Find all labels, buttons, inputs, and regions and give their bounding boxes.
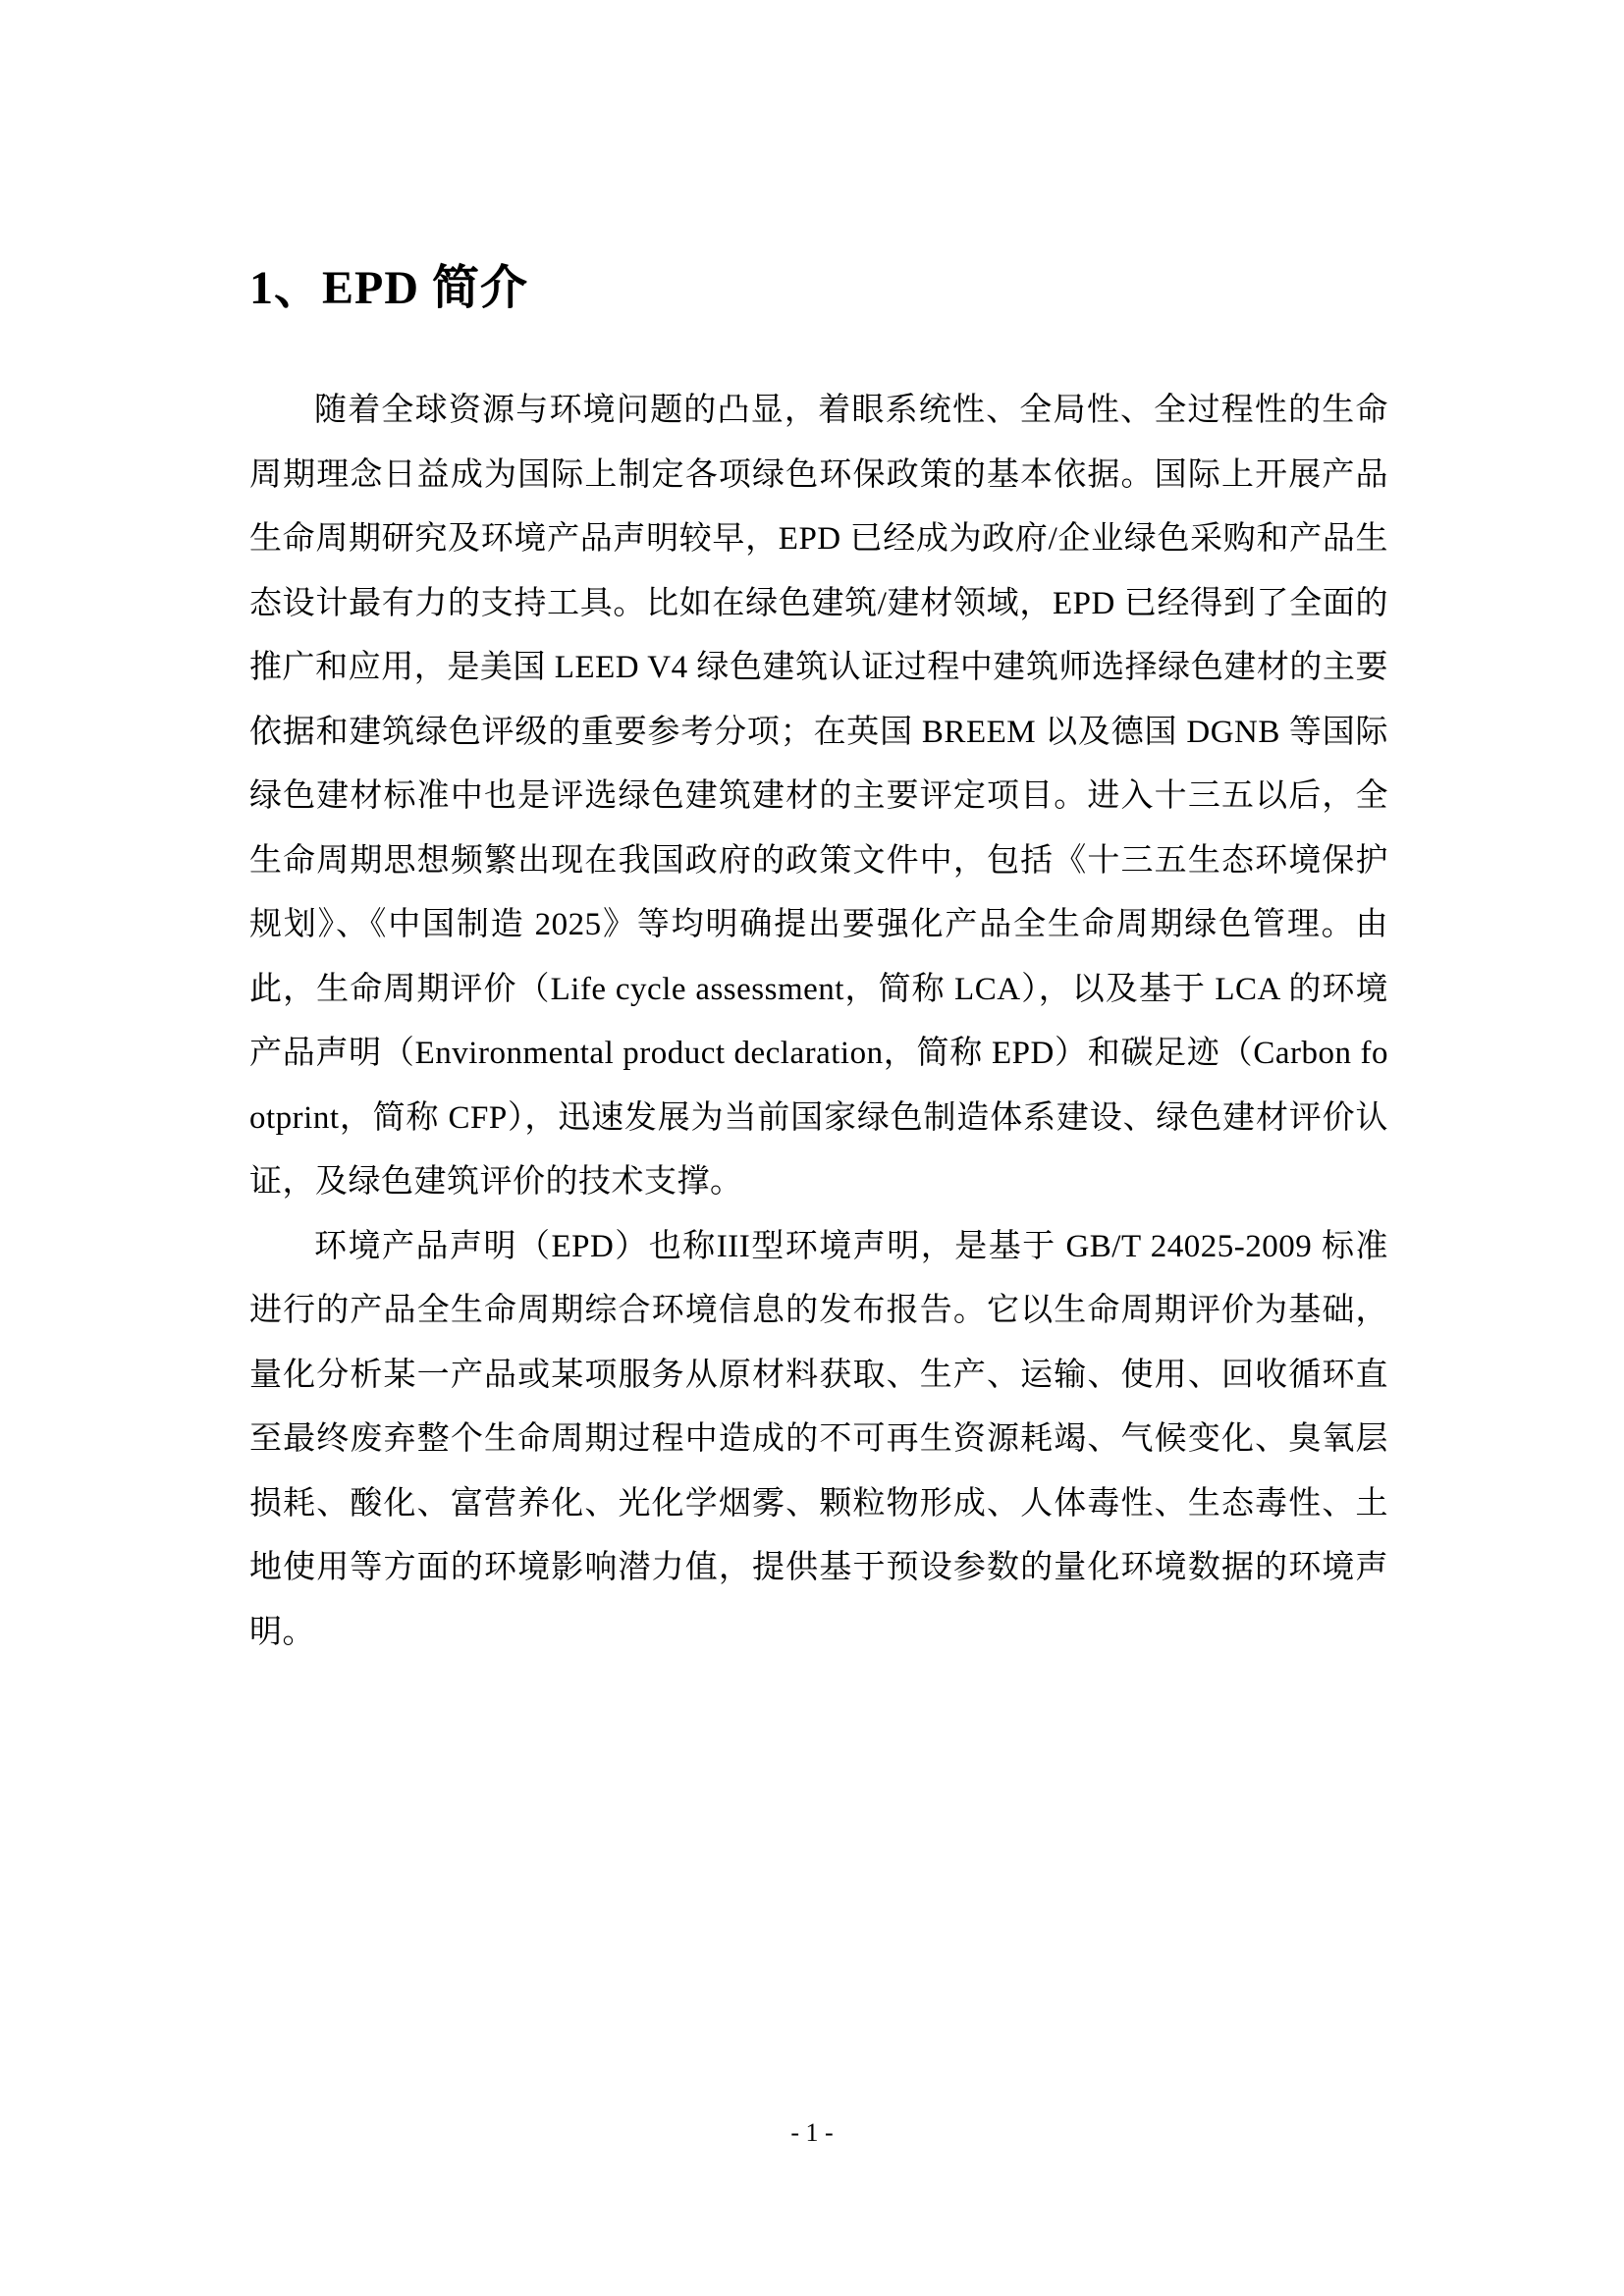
section-heading: 1、EPD 简介 <box>249 262 529 314</box>
paragraph-epd-definition: 环境产品声明（EPD）也称III型环境声明，是基于 GB/T 24025-2009 标准进行的产品全生命周期综合环境信息的发布报告。它以生命周期评价为基础，量化分析某一产品或某项服务从原材料获取、生产、运输、使用、回收循环直至最终废弃整个生命周期过程中造成的不可再生资源耗竭、气候变化、臭氧层损耗、酸化、富营养化、光化学烟雾、颗粒物形成、人体毒性、生态毒性、土地使用等方面的环境影响潜力值，提供基于预设参数的量化环境数据的环境声明。 <box>249 1228 1388 1650</box>
body-text <box>249 379 1388 1665</box>
page-number: - 1 - <box>790 2118 834 2147</box>
paragraph-epd-background: 随着全球资源与环境问题的凸显，着眼系统性、全局性、全过程性的生命周期理念日益成为国际上制定各项绿色环保政策的基本依据。国际上开展产品生命周期研究及环境产品声明较早，EPD 已经成为政府/企业绿色采购和产品生态设计最有力的支持工具。比如在绿色建筑/建材领域，EPD 已经得到了全面的推广和应用，是美国 LEED V4 绿色建筑认证过程中建筑师选择绿色建材的主要依据和建筑绿色评级的重要参考分项；在英国 BREEM 以及德国 DGNB 等国际绿色建材标准中也是评选绿色建筑建材的主要评定项目。进入十三五以后，全生命周期思想频繁出现在我国政府的政策文件中，包括《十三五生态环境保护规划》、《中国制造 2025》等均明确提出要强化产品全生命周期绿色管理。由此，生命周期评价（Life cycle assessment，简称 LCA），以及基于 LCA 的环境产品声明（Environmental product declaration，简称 EPD）和碳足迹（Carbon footprint，简称 CFP），迅速发展为当前国家绿色制造体系建设、绿色建材评价认证，及绿色建筑评价的技术支撑。 <box>249 393 1388 1200</box>
document-content <box>249 257 1388 1665</box>
